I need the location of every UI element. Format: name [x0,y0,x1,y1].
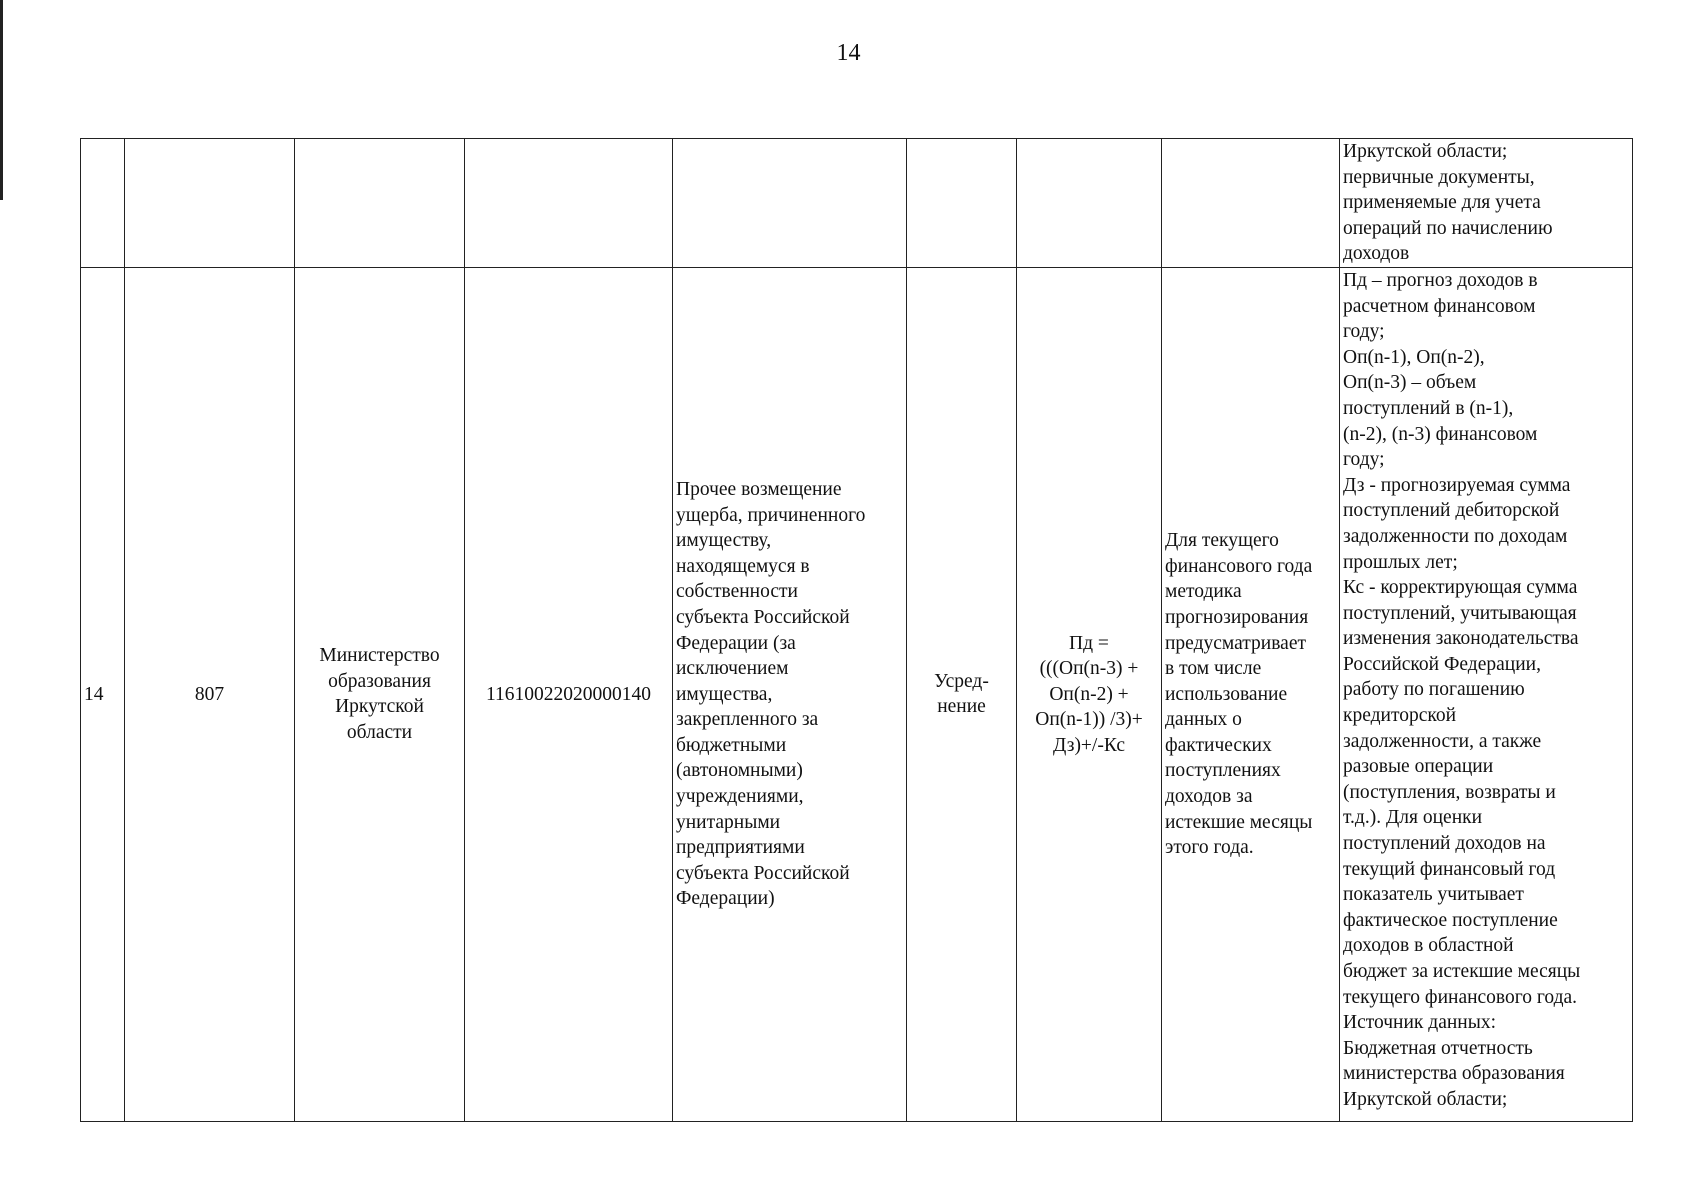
cell-row-number: 14 [81,267,125,1121]
table-row-14 [81,267,1633,1121]
cell-formula: Пд = (((Оп(n-3) + Оп(n-2) + Оп(n-1)) /3)+ Дз)+/-Кс [1017,267,1162,1121]
cell-data-sources-continued: Иркутской области; первичные документы, применяемые для учета операций по начислению доходов [1340,139,1633,268]
cell-empty [295,139,465,268]
table-row-continuation [81,139,1633,268]
cell-empty [1162,139,1340,268]
page-number: 14 [836,40,861,66]
cell-forecast-method: Усред- нение [907,267,1017,1121]
cell-empty [81,139,125,268]
cell-empty [125,139,295,268]
cell-empty [1017,139,1162,268]
cell-algorithm: Для текущего финансового года методика прогнозирования предусматривает в том числе использование данных о фактических поступлениях доходов за истекшие месяцы этого года. [1162,267,1340,1121]
cell-empty [465,139,673,268]
cell-empty [673,139,907,268]
cell-empty [907,139,1017,268]
cell-indicator-description: Пд – прогноз доходов в расчетном финансовом году; Оп(n-1), Оп(n-2), Оп(n-3) – объем поступлений в (n-1), (n-2), (n-3) финансовом году; Дз - прогнозируемая сумма поступлений дебиторской задолженности по доходам прошлых лет; Кс - корректирующая сумма поступлений, учитывающая изменения законодательства Российской Федерации, работу по погашению кредиторской задолженности, а также разовые операции (поступления, возвраты и т.д.). Для оценки поступлений доходов на текущий финансовый год показатель учитывает фактическое поступление доходов в областной бюджет за истекшие месяцы текущего финансового года. Источник данных: Бюджетная отчетность министерства образования Иркутской области; [1340,267,1633,1121]
cell-kbk-code: 11610022020000140 [465,267,673,1121]
scan-edge-mark [0,0,3,200]
cell-administrator-name: Министерство образования Иркутской области [295,267,465,1121]
cell-revenue-name: Прочее возмещение ущерба, причиненного имуществу, находящемуся в собственности субъекта Российской Федерации (за исключением имущества, закрепленного за бюджетными (автономными) учреждениями, унитарными предприятиями субъекта Российской Федерации) [673,267,907,1121]
revenue-forecast-table [80,138,1633,1122]
cell-admin-code: 807 [125,267,295,1121]
